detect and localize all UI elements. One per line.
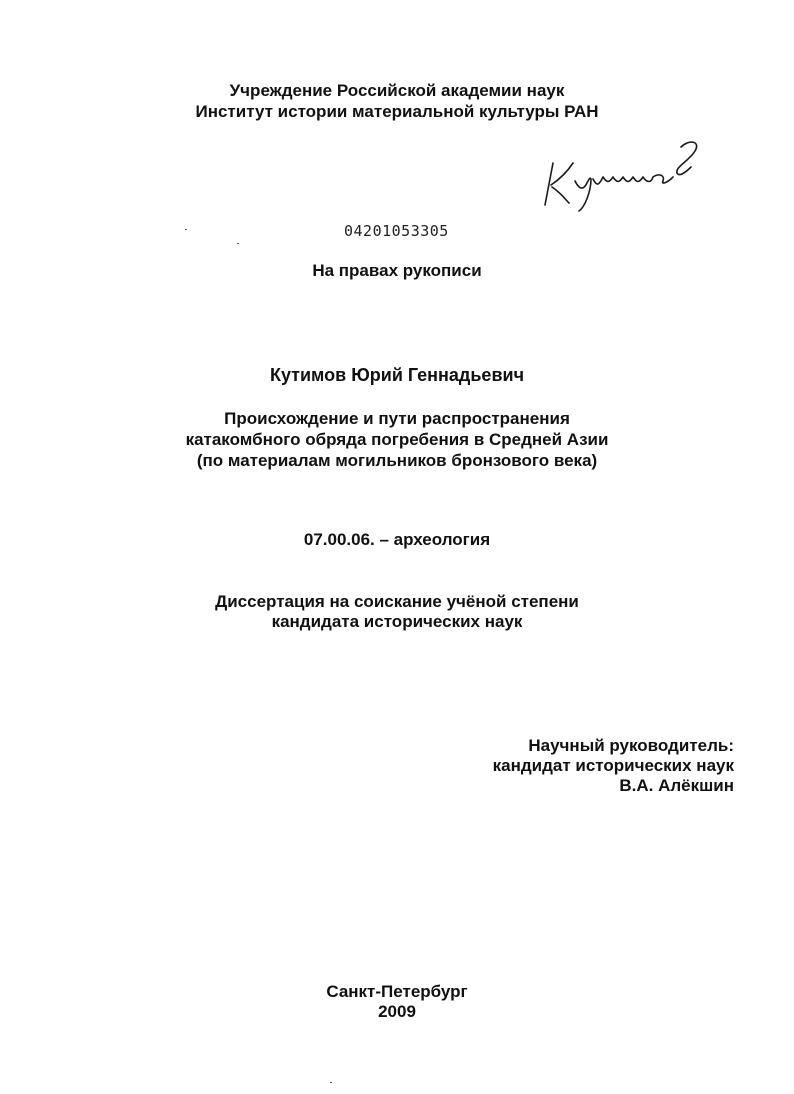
author-name: Кутимов Юрий Геннадьевич xyxy=(269,365,525,385)
degree-line-1: Диссертация на соискание учёной степени xyxy=(215,592,579,611)
registration-number: 04201053305 xyxy=(344,222,449,240)
scan-speck xyxy=(185,229,187,230)
scan-speck xyxy=(237,243,239,244)
supervisor-name: В.А. Алёкшин xyxy=(619,776,734,795)
thesis-title-line-2: катакомбного обряда погребения в Средней Азии xyxy=(185,430,609,449)
handwritten-signature xyxy=(535,133,710,213)
rights-notice: На правах рукописи xyxy=(312,261,482,280)
institution-line-2: Институт истории материальной культуры РАН xyxy=(195,102,599,121)
thesis-title-line-3: (по материалам могильников бронзового века) xyxy=(196,451,598,470)
scan-speck xyxy=(330,1082,332,1083)
degree-line-2: кандидата исторических наук xyxy=(271,612,523,631)
city: Санкт-Петербург xyxy=(326,982,468,1001)
year: 2009 xyxy=(378,1002,416,1021)
supervisor-rank: кандидат исторических наук xyxy=(492,756,734,775)
specialty-code: 07.00.06. – археология xyxy=(303,530,491,549)
institution-line-1: Учреждение Российской академии наук xyxy=(229,81,565,100)
thesis-title-line-1: Происхождение и пути распространения xyxy=(224,409,570,428)
supervisor-label: Научный руководитель: xyxy=(528,736,734,755)
